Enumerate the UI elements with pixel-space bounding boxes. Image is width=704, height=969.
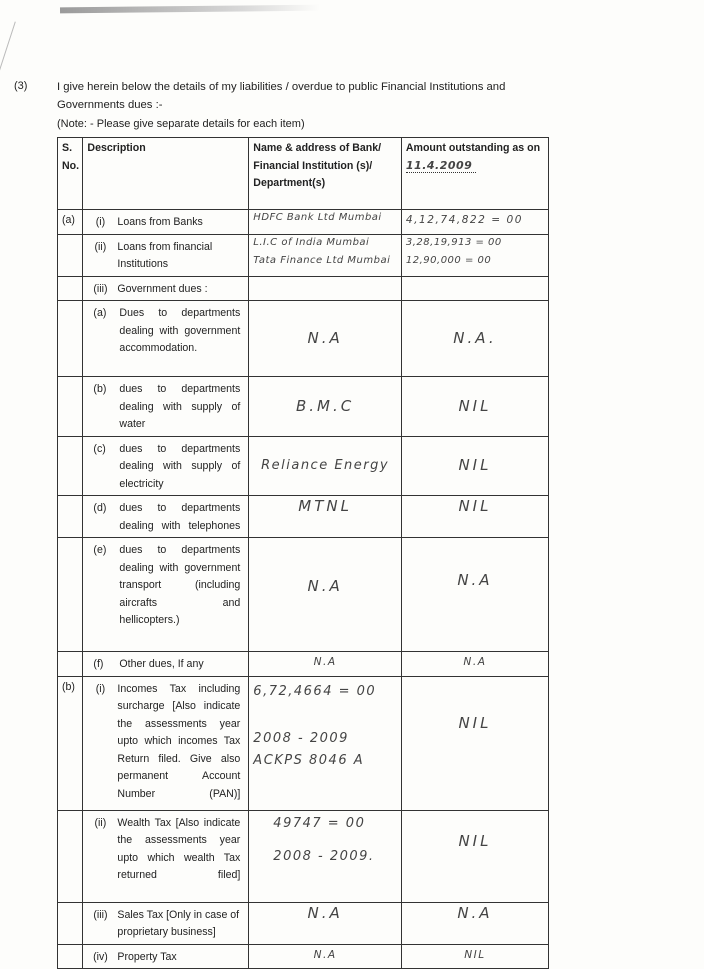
income-tax-pan: ACKPS 8046 A bbox=[253, 752, 365, 768]
name-dues-water: B.M.C bbox=[249, 377, 402, 437]
scan-edge-line bbox=[0, 22, 16, 89]
header-description: Description bbox=[83, 138, 249, 210]
amount-income-tax: NIL bbox=[401, 676, 548, 810]
desc-govt-dues: Government dues : bbox=[117, 282, 208, 295]
name-lic: L.I.C of India Mumbai bbox=[253, 236, 370, 248]
name-dues-telephones: MTNL bbox=[249, 496, 402, 538]
desc-sales-tax: Sales Tax [Only in case of proprietary business] bbox=[117, 908, 240, 938]
header-name: Name & address of Bank/ Financial Institution (s)/ Department(s) bbox=[249, 138, 402, 210]
name-income-tax bbox=[249, 676, 402, 810]
amount-lic: 3,28,19,913 = 00 bbox=[405, 236, 502, 248]
row-wealth-tax bbox=[58, 810, 549, 902]
name-dues-other: N.A bbox=[249, 652, 402, 677]
amount-dues-telephones: NIL bbox=[401, 496, 548, 538]
amount-property-tax: NIL bbox=[401, 944, 548, 969]
name-property-tax: N.A bbox=[249, 944, 402, 969]
row-dues-accommodation bbox=[58, 301, 549, 377]
income-tax-year: 2008 - 2009 bbox=[253, 731, 349, 746]
amount-sales-tax: N.A bbox=[401, 902, 548, 944]
header-amount-date: 11.4.2009 bbox=[406, 160, 476, 173]
header-sno: S. No. bbox=[58, 138, 83, 210]
row-dues-other bbox=[58, 652, 549, 677]
amount-dues-electricity: NIL bbox=[401, 436, 548, 496]
row-dues-electricity bbox=[58, 436, 549, 496]
letter-e: (e) bbox=[93, 544, 107, 556]
letter-d: (d) bbox=[93, 502, 107, 514]
note-text: (Note: - Please give separate details for each item) bbox=[57, 118, 305, 130]
row-income-tax bbox=[58, 676, 549, 810]
liabilities-table bbox=[57, 137, 549, 969]
desc-wealth-tax: Wealth Tax [Also indicate the assessments year upto which wealth Tax returned filed] bbox=[117, 816, 241, 881]
letter-b: (b) bbox=[93, 383, 107, 395]
name-dues-transport: N.A bbox=[249, 538, 402, 652]
desc-loans-banks: Loans from Banks bbox=[117, 216, 203, 228]
roman-iii: (iii) bbox=[93, 282, 108, 295]
roman-b-ii: (ii) bbox=[94, 816, 107, 829]
amount-loans-financial bbox=[401, 234, 548, 276]
item-number: (3) bbox=[14, 80, 28, 92]
name-loans-banks: HDFC Bank Ltd Mumbai bbox=[249, 210, 402, 235]
amount-wealth-tax: NIL bbox=[401, 810, 548, 902]
section-a-label: (a) bbox=[58, 210, 83, 235]
roman-b-i: (i) bbox=[95, 682, 106, 695]
header-amount-label: Amount outstanding as on bbox=[405, 142, 541, 154]
row-dues-water bbox=[58, 377, 549, 437]
desc-dues-electricity: dues to departments dealing with supply of electricity bbox=[119, 442, 241, 490]
roman-b-iii: (iii) bbox=[93, 908, 108, 921]
desc-property-tax: Property Tax bbox=[117, 950, 177, 963]
wealth-tax-amount-written: 49747 = 00 bbox=[273, 815, 366, 831]
scan-artifact bbox=[60, 5, 320, 14]
desc-dues-transport: dues to departments dealing with government transport (including aircrafts and hellicopters.) bbox=[119, 544, 241, 626]
row-property-tax bbox=[58, 944, 549, 969]
row-dues-telephones bbox=[58, 496, 549, 538]
name-wealth-tax bbox=[249, 810, 402, 902]
desc-dues-telephones: dues to departments dealing with telephones bbox=[119, 502, 241, 532]
roman-ii: (ii) bbox=[94, 240, 107, 253]
row-loans-banks bbox=[58, 210, 549, 235]
letter-c: (c) bbox=[93, 442, 106, 455]
letter-a: (a) bbox=[93, 307, 107, 319]
income-tax-amount-written: 6,72,4664 = 00 bbox=[253, 683, 377, 699]
desc-dues-other: Other dues, If any bbox=[119, 658, 204, 670]
row-loans-financial bbox=[58, 234, 549, 276]
row-dues-transport bbox=[58, 538, 549, 652]
amount-tata: 12,90,000 = 00 bbox=[405, 254, 492, 266]
name-dues-electricity: Reliance Energy bbox=[249, 436, 402, 496]
letter-f: (f) bbox=[93, 658, 104, 670]
name-dues-accommodation: N.A bbox=[249, 301, 402, 377]
roman-b-iv: (iv) bbox=[93, 950, 108, 963]
desc-income-tax: Incomes Tax including surcharge [Also indicate the assessments year upto which incomes Tax Return filed. Give also permanent Account Number (PAN)] bbox=[117, 682, 241, 800]
amount-dues-accommodation: N.A. bbox=[401, 301, 548, 377]
section-b-label: (b) bbox=[58, 676, 83, 810]
name-tata: Tata Finance Ltd Mumbai bbox=[253, 254, 391, 266]
name-sales-tax: N.A bbox=[249, 902, 402, 944]
header-row bbox=[58, 138, 549, 210]
intro-text: I give herein below the details of my liabilities / overdue to public Financial Institutions and Governments dues :- bbox=[57, 81, 506, 111]
amount-dues-water: NIL bbox=[401, 377, 548, 437]
wealth-tax-year: 2008 - 2009. bbox=[273, 849, 375, 864]
amount-loans-banks: 4,12,74,822 = 00 bbox=[401, 210, 548, 235]
name-loans-financial bbox=[249, 234, 402, 276]
row-govt-dues bbox=[58, 276, 549, 301]
amount-dues-other: N.A bbox=[401, 652, 548, 677]
header-amount bbox=[401, 138, 548, 210]
desc-dues-accommodation: Dues to departments dealing with government accommodation. bbox=[119, 307, 241, 354]
amount-dues-transport: N.A bbox=[401, 538, 548, 652]
roman-i: (i) bbox=[95, 216, 106, 228]
desc-dues-water: dues to departments dealing with supply of water bbox=[119, 383, 241, 430]
row-sales-tax bbox=[58, 902, 549, 944]
desc-loans-financial: Loans from financial Institutions bbox=[117, 240, 213, 270]
